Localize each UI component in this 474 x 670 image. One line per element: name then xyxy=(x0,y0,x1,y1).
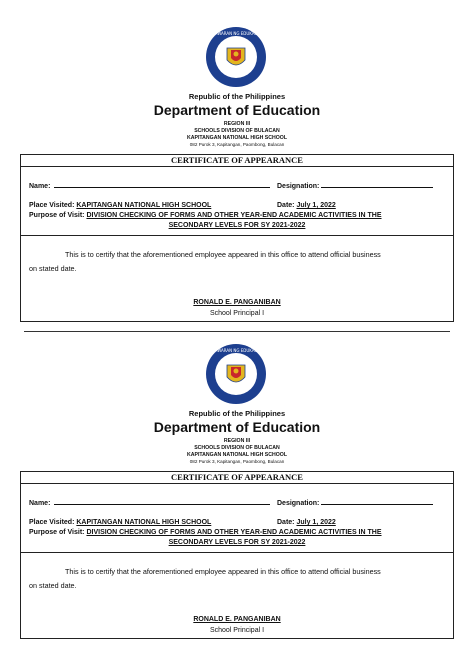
date-value: July 1, 2022 xyxy=(296,202,336,209)
place-value: KAPITANGAN NATIONAL HIGH SCHOOL xyxy=(76,202,212,209)
school-heading: KAPITANGAN NATIONAL HIGH SCHOOL xyxy=(187,135,287,141)
purpose-row xyxy=(29,212,382,219)
purpose-label: Purpose of Visit: xyxy=(29,212,85,219)
cut-line-divider xyxy=(24,331,450,332)
date-row xyxy=(277,519,336,526)
name-blank[interactable] xyxy=(54,497,270,505)
purpose-line-2: SECONDARY LEVELS FOR SY 2021-2022 xyxy=(168,539,306,546)
certificate-copy-1 xyxy=(0,20,474,340)
name-label: Name: xyxy=(29,500,51,507)
designation-label: Designation: xyxy=(277,183,320,190)
date-value: July 1, 2022 xyxy=(296,519,336,526)
name-blank[interactable] xyxy=(54,180,270,188)
division-heading: SCHOOLS DIVISION OF BULACAN xyxy=(194,128,280,134)
deped-seal-icon xyxy=(205,343,267,405)
signer-name: RONALD E. PANGANIBAN xyxy=(193,616,281,623)
section-divider xyxy=(21,235,453,236)
republic-heading: Republic of the Philippines xyxy=(188,409,286,418)
deped-seal-icon xyxy=(205,26,267,88)
certification-line-1: This is to certify that the aforementioned employee appeared in this office to attend official business xyxy=(65,250,381,259)
department-heading: Department of Education xyxy=(153,419,321,435)
name-row xyxy=(29,180,270,190)
designation-blank[interactable] xyxy=(321,180,433,188)
designation-blank[interactable] xyxy=(321,497,433,505)
purpose-line-1: DIVISION CHECKING OF FORMS AND OTHER YEAR-END ACADEMIC ACTIVITIES IN THE xyxy=(86,212,382,219)
signer-title: School Principal I xyxy=(209,627,265,634)
designation-row xyxy=(277,497,433,507)
republic-heading: Republic of the Philippines xyxy=(188,92,286,101)
designation-label: Designation: xyxy=(277,500,320,507)
signer-name: RONALD E. PANGANIBAN xyxy=(193,299,281,306)
certificate-box xyxy=(20,154,454,322)
purpose-label: Purpose of Visit: xyxy=(29,529,85,536)
certificate-title: CERTIFICATE OF APPEARANCE xyxy=(21,472,453,484)
name-label: Name: xyxy=(29,183,51,190)
certification-line-2: on stated date. xyxy=(29,581,77,590)
purpose-row xyxy=(29,529,382,536)
signer-title: School Principal I xyxy=(209,310,265,317)
place-label: Place Visited: xyxy=(29,519,75,526)
certification-text xyxy=(29,248,447,276)
date-label: Date: xyxy=(277,519,295,526)
certificate-copy-2 xyxy=(0,337,474,657)
date-row xyxy=(277,202,336,209)
name-row xyxy=(29,497,270,507)
region-heading: REGION III xyxy=(223,121,251,127)
certification-line-2: on stated date. xyxy=(29,264,77,273)
purpose-line-1: DIVISION CHECKING OF FORMS AND OTHER YEAR-END ACADEMIC ACTIVITIES IN THE xyxy=(86,529,382,536)
section-divider xyxy=(21,552,453,553)
purpose-line-2: SECONDARY LEVELS FOR SY 2021-2022 xyxy=(168,222,306,229)
certification-line-1: This is to certify that the aforementioned employee appeared in this office to attend official business xyxy=(65,567,381,576)
school-address: 082 Purok 3, Kapitangan, Paombong, Bulacan xyxy=(189,459,285,464)
division-heading: SCHOOLS DIVISION OF BULACAN xyxy=(194,445,280,451)
place-label: Place Visited: xyxy=(29,202,75,209)
seal-text: KAGAWARAN NG EDUKASYON xyxy=(206,31,266,36)
seal-text: KAGAWARAN NG EDUKASYON xyxy=(206,348,266,353)
school-heading: KAPITANGAN NATIONAL HIGH SCHOOL xyxy=(187,452,287,458)
date-label: Date: xyxy=(277,202,295,209)
certification-text xyxy=(29,565,447,593)
place-value: KAPITANGAN NATIONAL HIGH SCHOOL xyxy=(76,519,212,526)
department-heading: Department of Education xyxy=(153,102,321,118)
certificate-box xyxy=(20,471,454,639)
place-row xyxy=(29,519,211,526)
region-heading: REGION III xyxy=(223,438,251,444)
certificate-title: CERTIFICATE OF APPEARANCE xyxy=(21,155,453,167)
designation-row xyxy=(277,180,433,190)
school-address: 082 Purok 3, Kapitangan, Paombong, Bulacan xyxy=(189,142,285,147)
place-row xyxy=(29,202,211,209)
